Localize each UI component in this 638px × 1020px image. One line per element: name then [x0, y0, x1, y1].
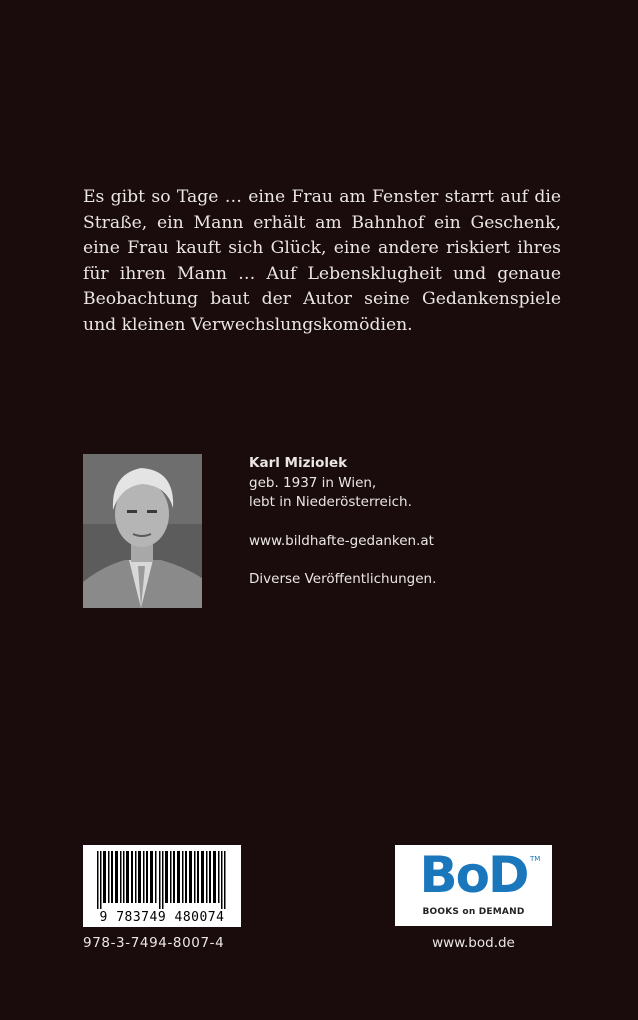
- isbn-number: 978-3-7494-8007-4: [83, 935, 225, 951]
- author-bio: [249, 454, 569, 590]
- author-photo: [83, 454, 202, 608]
- bod-tagline: BOOKS on DEMAND: [422, 907, 525, 917]
- author-name: Karl Miziolek: [249, 455, 348, 471]
- back-cover-blurb: Es gibt so Tage … eine Frau am Fenster starrt auf die Straße, ein Mann erhält am Bahnhof ein Geschenk, eine Frau kauft sich Glück, eine andere riskiert ihres für ihren Mann … Auf Lebensklugheit und genaue Beobachtung baut der Autor seine Gedankenspiele und kleinen Verwechslungskomödien.: [83, 187, 561, 335]
- author-residence: lebt in Niederösterreich.: [249, 494, 412, 510]
- author-born: geb. 1937 in Wien,: [249, 474, 377, 491]
- isbn-barcode: [83, 845, 241, 927]
- bod-logo-mark: BoD: [419, 846, 528, 904]
- author-publications: Diverse Veröffentlichungen.: [249, 571, 437, 587]
- bod-logo: [395, 845, 552, 926]
- barcode-digits: 9 783749 480074: [99, 910, 225, 925]
- publisher-url[interactable]: www.bod.de: [432, 935, 515, 951]
- author-website[interactable]: www.bildhafte-gedanken.at: [249, 532, 434, 549]
- bod-trademark: TM: [530, 855, 541, 863]
